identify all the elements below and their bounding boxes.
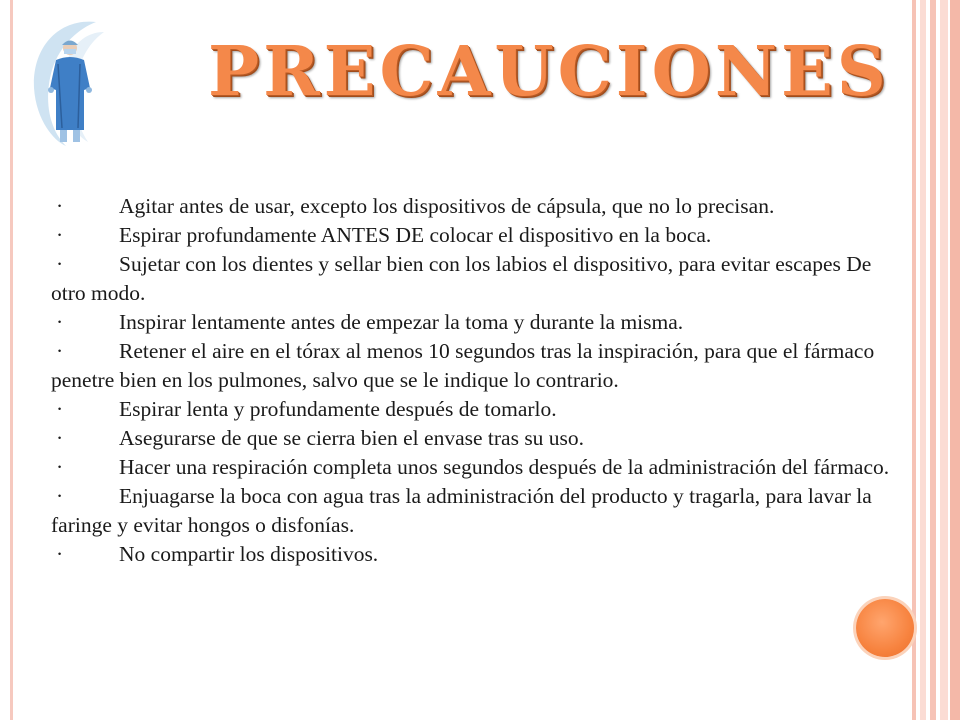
- bullet-dot: ·: [56, 223, 64, 247]
- list-item: [51, 395, 901, 424]
- bullet-dot: ·: [56, 310, 64, 334]
- list-item-text: Asegurarse de que se cierra bien el envase tras su uso.: [119, 426, 585, 450]
- bullet-dot: ·: [56, 339, 64, 363]
- list-item-text: Inspirar lentamente antes de empezar la toma y durante la misma.: [119, 310, 684, 334]
- bullet-dot: ·: [56, 252, 64, 276]
- logo-medical-staff-icon: [18, 18, 128, 148]
- list-item-text: Enjuagarse la boca con agua tras la administración del producto y tragarla, para lavar la faringe y evitar hongos o disfonías.: [51, 484, 872, 537]
- list-item: [51, 308, 901, 337]
- list-item: [51, 453, 901, 482]
- list-item: [51, 424, 901, 453]
- list-item-text: Sujetar con los dientes y sellar bien con los labios el dispositivo, para evitar escapes De otro modo.: [51, 252, 872, 305]
- list-item: [51, 192, 901, 221]
- list-item-text: Agitar antes de usar, excepto los dispositivos de cápsula, que no lo precisan.: [119, 194, 775, 218]
- list-item: [51, 221, 901, 250]
- bullet-dot: ·: [56, 426, 64, 450]
- list-item: [51, 337, 901, 395]
- page-title: PRECAUCIONES: [208, 32, 890, 112]
- list-item-text: Retener el aire en el tórax al menos 10 segundos tras la inspiración, para que el fármaco penetre bien en los pulmones, salvo que se le indique lo contrario.: [51, 339, 875, 392]
- list-item: [51, 482, 901, 540]
- list-item-text: Espirar profundamente ANTES DE colocar el dispositivo en la boca.: [119, 223, 712, 247]
- list-item-text: Espirar lenta y profundamente después de tomarlo.: [119, 397, 557, 421]
- bullet-dot: ·: [56, 194, 64, 218]
- list-item-text: No compartir los dispositivos.: [119, 542, 379, 566]
- right-decorative-stripes: [912, 0, 960, 720]
- orange-circle-decoration: [856, 599, 914, 657]
- precautions-list: [51, 192, 901, 569]
- list-item-text: Hacer una respiración completa unos segundos después de la administración del fármaco.: [119, 455, 890, 479]
- list-item: [51, 250, 901, 308]
- bullet-dot: ·: [56, 455, 64, 479]
- bullet-dot: ·: [56, 542, 64, 566]
- left-border-line: [10, 0, 13, 720]
- list-item: [51, 540, 901, 569]
- bullet-dot: ·: [56, 484, 64, 508]
- bullet-dot: ·: [56, 397, 64, 421]
